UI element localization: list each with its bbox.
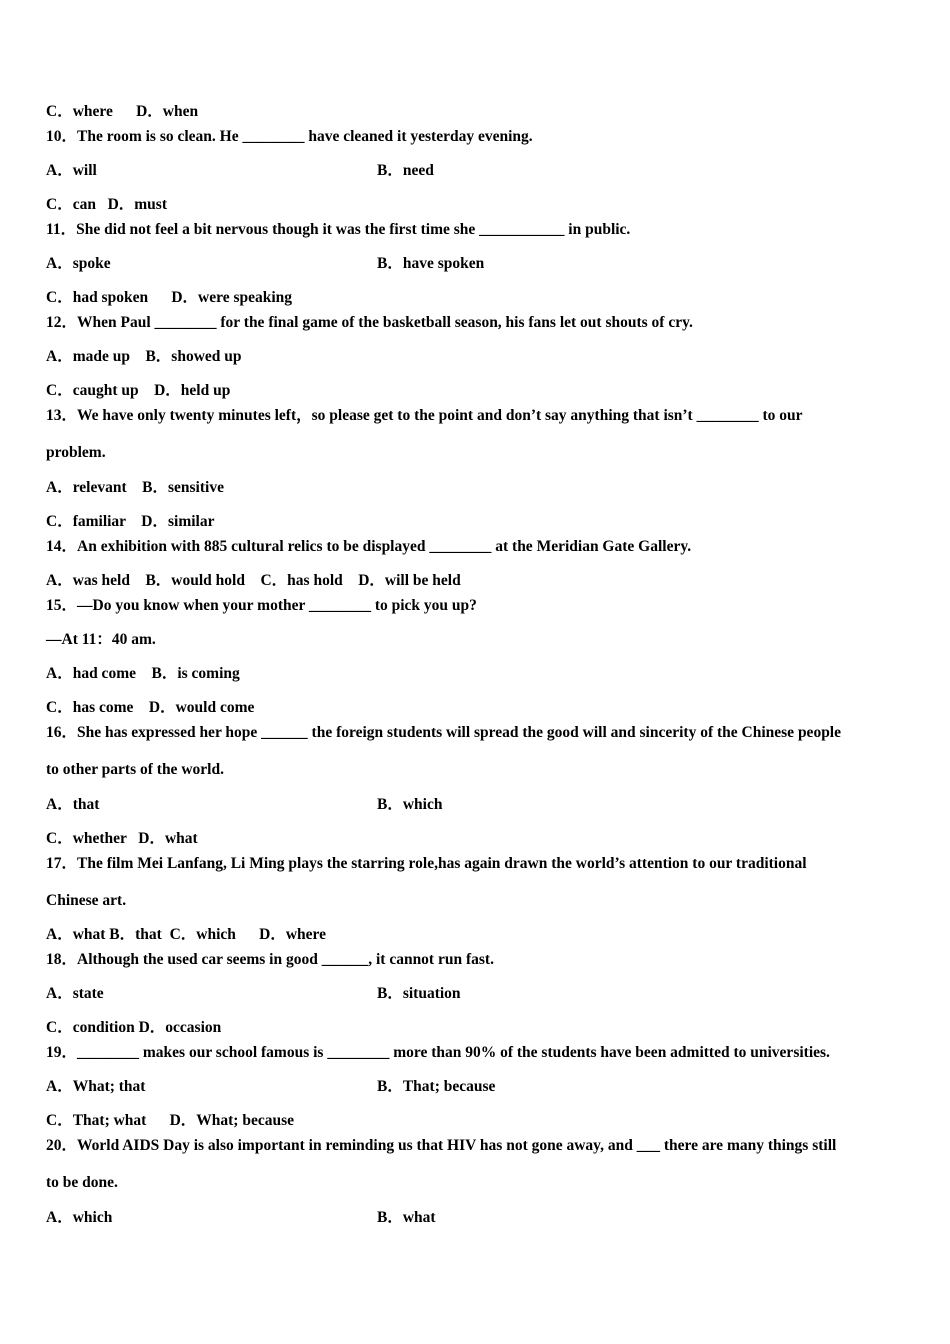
q12-options-ab: A．made up B．showed up	[46, 348, 242, 365]
q14-options: A．was held B．would hold C．has hold D．will be held	[46, 572, 461, 589]
question-11: 11．She did not feel a bit nervous though it was the first time she ___________ in public.	[46, 221, 631, 238]
q10-option-a: A．will	[46, 162, 97, 179]
question-17: 17．The film Mei Lanfang, Li Ming plays the starring role,has again drawn the world’s attention to our traditional	[46, 855, 807, 872]
question-17-continued: Chinese art.	[46, 892, 127, 909]
q20-option-b: B．what	[377, 1209, 436, 1226]
q18-option-a: A．state	[46, 985, 104, 1002]
q20-option-a: A．which	[46, 1209, 113, 1226]
question-15-reply: —At 11：40 am.	[46, 631, 156, 648]
question-14: 14．An exhibition with 885 cultural relics to be displayed ________ at the Meridian Gate Gallery.	[46, 538, 692, 555]
q15-options-ab: A．had come B．is coming	[46, 665, 240, 682]
question-18: 18．Although the used car seems in good ______, it cannot run fast.	[46, 951, 494, 968]
question-20-continued: to be done.	[46, 1174, 118, 1191]
q17-options: A．what B．that C．which D．where	[46, 926, 327, 943]
question-15: 15．—Do you know when your mother ________ to pick you up?	[46, 597, 477, 614]
question-16-continued: to other parts of the world.	[46, 761, 224, 778]
question-16: 16．She has expressed her hope ______ the foreign students will spread the good will and sincerity of the Chinese people	[46, 724, 841, 741]
question-19: 19．________ makes our school famous is ________ more than 90% of the students have been admitted to universities.	[46, 1044, 830, 1061]
q11-option-b: B．have spoken	[377, 255, 485, 272]
q18-options-cd: C．condition D．occasion	[46, 1019, 222, 1036]
q12-options-cd: C．caught up D．held up	[46, 382, 231, 399]
q10-options-cd: C．can D．must	[46, 196, 167, 213]
q16-options-cd: C．whether D．what	[46, 830, 198, 847]
q19-option-b: B．That; because	[377, 1078, 496, 1095]
question-13: 13．We have only twenty minutes left，so please get to the point and don’t say anything that isn’t ________ to our	[46, 407, 803, 424]
q19-option-a: A．What; that	[46, 1078, 146, 1095]
q16-option-b: B．which	[377, 796, 443, 813]
q11-options-cd: C．had spoken D．were speaking	[46, 289, 293, 306]
q13-options-ab: A．relevant B．sensitive	[46, 479, 224, 496]
q10-option-b: B．need	[377, 162, 434, 179]
question-10: 10．The room is so clean. He ________ have cleaned it yesterday evening.	[46, 128, 533, 145]
q13-options-cd: C．familiar D．similar	[46, 513, 215, 530]
q16-option-a: A．that	[46, 796, 100, 813]
q15-options-cd: C．has come D．would come	[46, 699, 255, 716]
question-20: 20．World AIDS Day is also important in reminding us that HIV has not gone away, and ___ there are many things still	[46, 1137, 837, 1154]
q11-option-a: A．spoke	[46, 255, 111, 272]
question-13-continued: problem.	[46, 444, 106, 461]
q18-option-b: B．situation	[377, 985, 461, 1002]
q9-options-cd: C．where D．when	[46, 103, 199, 120]
q19-options-cd: C．That; what D．What; because	[46, 1112, 295, 1129]
question-12: 12．When Paul ________ for the final game of the basketball season, his fans let out shouts of cry.	[46, 314, 693, 331]
